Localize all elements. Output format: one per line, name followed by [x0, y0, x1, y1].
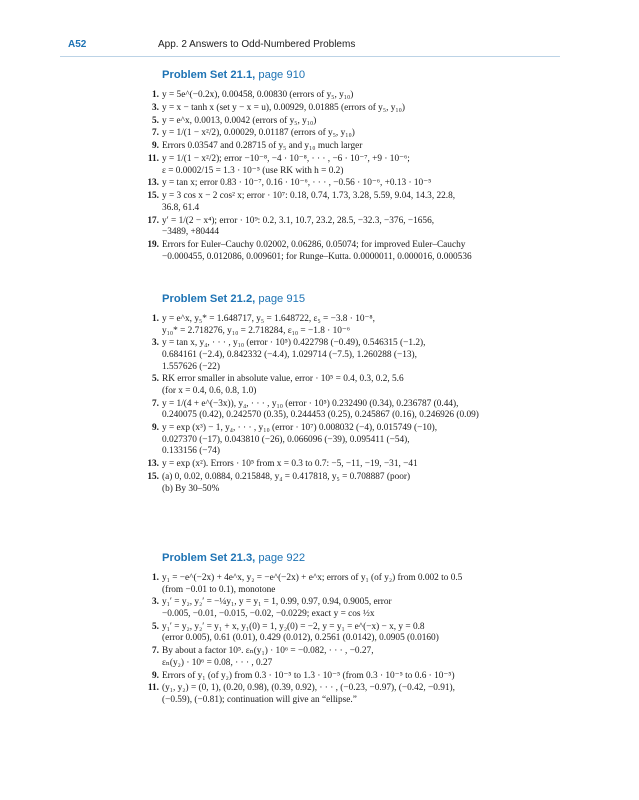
answer-item	[145, 374, 545, 397]
answer-number: 15.	[147, 191, 159, 202]
problem-set-page: page 922	[255, 552, 306, 564]
answer-number: 19.	[147, 240, 159, 250]
answer-text-line: −3489, +80444	[162, 227, 219, 238]
answer-number: 1.	[152, 90, 159, 100]
page-number: A52	[68, 39, 87, 50]
answer-text-line: 1.557626 (−22)	[162, 361, 220, 372]
answer-number: 9.	[152, 423, 159, 434]
answer-text-line: y = 1/(1 − x²/2); error −10⁻⁸, −4 · 10⁻⁸, · · · , −6 · 10⁻⁷, +9 · 10⁻⁶;	[162, 154, 410, 164]
answer-number: 5.	[152, 115, 159, 126]
answer-item	[145, 128, 545, 140]
answer-number: 3.	[152, 338, 159, 349]
answer-text-line: εₙ(y₂) · 10⁶ = 0.08, · · · , 0.27	[162, 657, 273, 668]
answer-text-line: ε = 0.0002/15 = 1.3 · 10⁻⁵ (use RK with h = 0.2)	[162, 165, 344, 176]
answer-text-line: −0.000455, 0.012086, 0.009601; for Runge–Kutta. 0.0000011, 0.000016, 0.000536	[162, 251, 472, 262]
answer-text-line: y = e^x, 0.0013, 0.0042 (errors of y₅, y₁₀)	[162, 115, 317, 126]
answer-text-line: y = x − tanh x (set y − x = u), 0.00929, 0.01885 (errors of y₅, y₁₀)	[162, 102, 405, 113]
answer-text-line: y = 3 cos x − 2 cos² x; error · 10⁷: 0.18, 0.74, 1.73, 3.28, 5.59, 9.04, 14.3, 22.8,	[162, 191, 456, 202]
answer-text-line: (a) 0, 0.02, 0.0884, 0.215848, y₄ = 0.417818, y₅ = 0.708887 (poor)	[162, 472, 411, 482]
answer-number: 11.	[147, 683, 159, 694]
answer-text-line: (from −0.01 to 0.1), monotone	[162, 584, 276, 595]
answer-text-line: (for x = 0.4, 0.6, 0.8, 1.0)	[162, 385, 257, 396]
answer-number: 17.	[147, 215, 159, 226]
answer-item	[145, 216, 545, 239]
answer-number: 13.	[147, 459, 159, 470]
problem-set-heading	[162, 293, 305, 305]
answer-item	[145, 671, 545, 683]
answer-text-line: y₁′ = y₂, y₂′ = −¼y₁, y = y₁ = 1, 0.99, 0.97, 0.94, 0.9005, error	[162, 597, 392, 608]
answer-item	[145, 573, 545, 596]
answer-text-line: (y₁, y₂) = (0, 1), (0.20, 0.98), (0.39, 0.92), · · · , (−0.23, −0.97), (−0.42, −0.91),	[162, 683, 455, 694]
answer-item	[145, 459, 545, 471]
answer-item	[145, 472, 545, 495]
answer-number: 7.	[152, 128, 159, 139]
answer-text-line: Errors for Euler–Cauchy 0.02002, 0.06286, 0.05074; for improved Euler–Cauchy	[162, 240, 466, 250]
problem-set-title: Problem Set 21.3,	[162, 552, 256, 564]
answer-text-line: 0.133156 (−74)	[162, 446, 220, 457]
answer-text-line: (error 0.005), 0.61 (0.01), 0.429 (0.012), 0.2561 (0.0142), 0.0905 (0.0160)	[162, 633, 439, 644]
answer-item	[145, 314, 545, 337]
answer-text-line: y = 1/(4 + e^(−3x)), y₄, · · · , y₁₀ (error · 10⁵) 0.232490 (0.34), 0.236787 (0.44),	[162, 398, 459, 409]
answer-text-line: y = exp (x³) − 1, y₄, · · · , y₁₀ (error · 10⁷) 0.008032 (−4), 0.015749 (−10),	[162, 423, 438, 434]
answer-text-line: 36.8, 61.4	[162, 202, 200, 213]
answer-item	[145, 423, 545, 458]
answer-text-line: y = tan x, y₄, · · · , y₁₀ (error · 10⁵) 0.422798 (−0.49), 0.546315 (−1.2),	[162, 338, 426, 349]
problem-set-title: Problem Set 21.2,	[162, 293, 256, 305]
answer-text-line: y₁′ = y₂, y₂′ = y₁ + x, y₁(0) = 1, y₂(0) = −2, y = y₁ = e^(−x) − x, y = 0.8	[162, 621, 425, 632]
answer-text-line: y = tan x; error 0.83 · 10⁻⁷, 0.16 · 10⁻⁶, · · · , −0.56 · 10⁻⁶, +0.13 · 10⁻⁵	[162, 178, 432, 189]
answer-item	[145, 646, 545, 669]
answer-text-line: 0.240075 (0.42), 0.242570 (0.35), 0.244453 (0.25), 0.245867 (0.16), 0.246926 (0.09)	[162, 410, 479, 421]
answer-item	[145, 622, 545, 645]
answer-number: 15.	[147, 472, 159, 482]
answer-text-line: (−0.59), (−0.81); continuation will give an “ellipse.”	[162, 694, 357, 705]
answer-text-line: y = 5e^(−0.2x), 0.00458, 0.00830 (errors of y₅, y₁₀)	[162, 90, 354, 100]
problem-set-page: page 910	[255, 69, 306, 81]
problem-set-heading	[162, 552, 305, 564]
answer-text-line: Errors 0.03547 and 0.28715 of y₅ and y₁₀ much larger	[162, 141, 363, 152]
answer-number: 5.	[152, 621, 159, 632]
running-head	[0, 38, 570, 54]
answer-item	[145, 178, 545, 190]
answer-number: 11.	[147, 154, 159, 164]
answer-text-line: 0.027370 (−17), 0.043810 (−26), 0.066096 (−39), 0.095411 (−54),	[162, 434, 410, 445]
answer-text-line: RK error smaller in absolute value, error · 10⁵ = 0.4, 0.3, 0.2, 5.6	[162, 374, 404, 385]
chapter-title: App. 2 Answers to Odd-Numbered Problems	[158, 39, 356, 50]
answer-item	[145, 240, 545, 263]
answer-number: 3.	[152, 102, 159, 113]
problem-set-title: Problem Set 21.1,	[162, 69, 256, 81]
answer-item	[145, 191, 545, 214]
answer-item	[145, 399, 545, 422]
answer-number: 1.	[152, 314, 159, 324]
answer-number: 7.	[152, 646, 159, 657]
answer-text-line: y = 1/(1 − x²/2), 0.00029, 0.01187 (errors of y₅, y₁₀)	[162, 128, 355, 139]
answer-text-line: −0.005, −0.01, −0.015, −0.02, −0.0229; exact y = cos ½x	[162, 608, 375, 619]
answer-text-line: y₁ = −e^(−2x) + 4e^x, y₂ = −e^(−2x) + e^x; errors of y₁ (of y₂) from 0.002 to 0.5	[162, 573, 463, 583]
answer-text-line: y₁₀* = 2.718276, y₁₀ = 2.718284, ε₁₀ = −1.8 · 10⁻⁶	[162, 325, 351, 336]
answer-text-line: y = e^x, y₅* = 1.648717, y₅ = 1.648722, ε₅ = −3.8 · 10⁻⁸,	[162, 314, 375, 324]
answer-text-line: 0.684161 (−2.4), 0.842332 (−4.4), 1.029714 (−7.5), 1.260288 (−13),	[162, 349, 417, 360]
answer-item	[145, 90, 545, 102]
problem-set-heading	[162, 69, 305, 81]
answer-item	[145, 597, 545, 620]
answer-number: 1.	[152, 573, 159, 583]
answer-item	[145, 154, 545, 177]
answer-number: 7.	[152, 398, 159, 409]
answer-item	[145, 338, 545, 373]
answer-number: 9.	[152, 670, 159, 681]
answer-text-line: y′ = 1/(2 − x⁴); error · 10⁹: 0.2, 3.1, 10.7, 23.2, 28.5, −32.3, −376, −1656,	[162, 215, 435, 226]
answer-number: 9.	[152, 141, 159, 152]
answer-item	[145, 116, 545, 128]
answer-item	[145, 141, 545, 153]
answer-item	[145, 103, 545, 115]
answer-number: 5.	[152, 374, 159, 385]
answer-text-line: By about a factor 10⁵. εₙ(y₁) · 10⁶ = −0.082, · · · , −0.27,	[162, 646, 374, 657]
answer-text-line: (b) By 30–50%	[162, 483, 220, 494]
answer-text-line: Errors of y₁ (of y₂) from 0.3 · 10⁻⁵ to 1.3 · 10⁻⁵ (from 0.3 · 10⁻⁵ to 0.6 · 10⁻⁵)	[162, 670, 455, 681]
problem-set-page: page 915	[255, 293, 306, 305]
answer-number: 13.	[147, 178, 159, 189]
answer-number: 3.	[152, 597, 159, 608]
answer-text-line: y = exp (x²). Errors · 10⁵ from x = 0.3 to 0.7: −5, −11, −19, −31, −41	[162, 459, 418, 470]
answer-item	[145, 683, 545, 706]
header-rule	[60, 56, 560, 57]
